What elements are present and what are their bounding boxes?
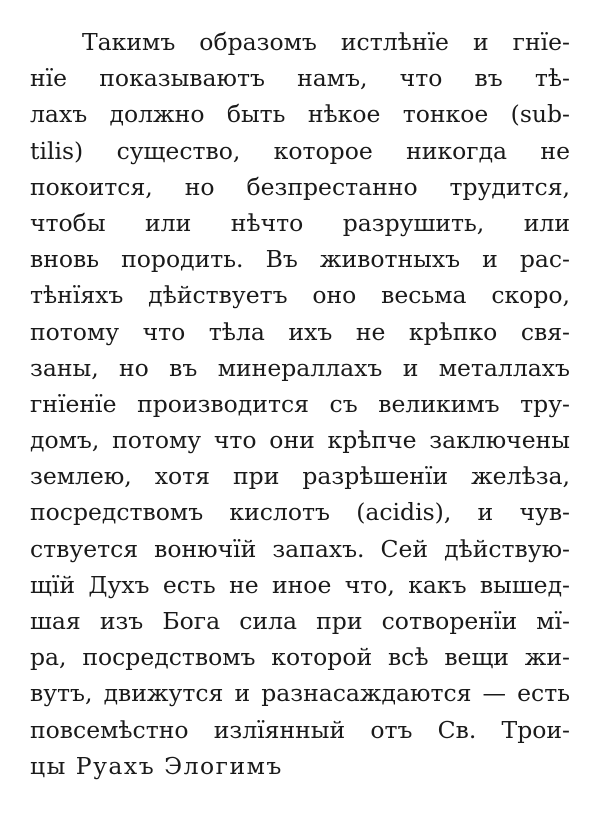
text-line: покоится, но безпрестанно трудится,: [30, 172, 570, 201]
text-line: повсемѣстно излїянный отъ Св. Трои-: [30, 715, 570, 744]
text-line: tilis) существо, которое никогда не: [30, 136, 570, 165]
text-line: тѣнїяхъ дѣйствуетъ оно весьма скоро,: [30, 281, 570, 310]
text-line: посредствомъ кислотъ (acidis), и чув-: [30, 498, 570, 527]
text-line: ствуется вонючїй запахъ. Сей дѣйствую-: [30, 534, 570, 563]
text-line: домъ, потому что они крѣпче заключены: [30, 426, 570, 455]
text-line: потому что тѣла ихъ не крѣпко свя-: [30, 317, 570, 346]
text-line: землею, хотя при разрѣшенїи желѣза,: [30, 462, 570, 491]
text-line: лахъ должно быть нѣкое тонкое (sub-: [30, 100, 570, 129]
text-line: ра, посредствомъ которой всѣ вещи жи-: [30, 643, 570, 672]
text-line: вновь породить. Въ животныхъ и рас-: [30, 245, 570, 274]
paragraph: [30, 24, 570, 784]
text-line: цы Руахъ Элогимъ: [30, 751, 283, 780]
text-line: вутъ, движутся и разнасаждаются — есть: [30, 679, 570, 708]
text-line: заны, но въ минераллахъ и металлахъ: [30, 353, 570, 382]
text-line: Такимъ образомъ истлѣнїе и гнїе-: [82, 28, 570, 56]
text-line: чтобы или нѣчто разрушить, или: [30, 208, 570, 237]
text-line: щїй Духъ есть не иное что, какъ вышед-: [30, 570, 570, 599]
text-line: нїе показываютъ намъ, что въ тѣ-: [30, 64, 570, 93]
text-line: гнїенїе производится съ великимъ тру-: [30, 389, 570, 418]
text-line: шая изъ Бога сила при сотворенїи мї-: [30, 607, 570, 635]
